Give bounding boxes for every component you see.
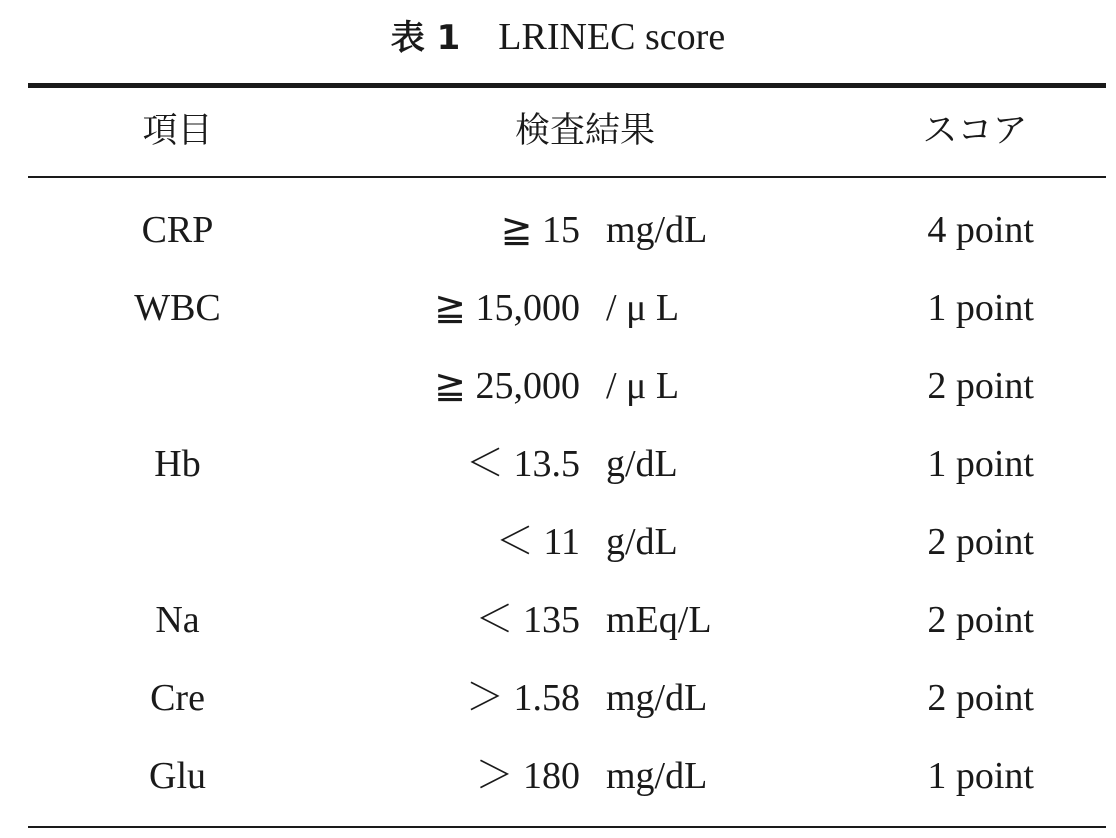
table-row xyxy=(0,439,1116,489)
row-value: ＞ 1.58 xyxy=(465,677,580,719)
table-header-rule xyxy=(28,176,1106,178)
table-bottom-rule xyxy=(28,826,1106,828)
row-item: Hb xyxy=(154,443,201,485)
row-unit: g/dL xyxy=(606,521,678,563)
header-item: 項目 xyxy=(142,111,213,151)
table-row xyxy=(0,673,1116,723)
row-score: 4 point xyxy=(927,209,1034,251)
row-unit: / μ L xyxy=(606,365,680,407)
header-score: スコア xyxy=(922,111,1028,151)
table-row xyxy=(0,517,1116,567)
row-value: ＜ 13.5 xyxy=(465,443,580,485)
row-value: ＜ 11 xyxy=(495,521,580,563)
row-item: Cre xyxy=(150,677,205,719)
row-unit: g/dL xyxy=(606,443,678,485)
row-unit: mEq/L xyxy=(606,599,712,641)
table-row xyxy=(0,361,1116,411)
table-row xyxy=(0,595,1116,645)
row-item: WBC xyxy=(134,287,221,329)
row-score: 2 point xyxy=(927,365,1034,407)
row-score: 2 point xyxy=(927,599,1034,641)
row-value: ≧ 25,000 xyxy=(434,365,580,407)
row-value: ≧ 15,000 xyxy=(434,287,580,329)
table-row xyxy=(0,205,1116,255)
row-unit: mg/dL xyxy=(606,755,708,797)
row-score: 2 point xyxy=(927,677,1034,719)
row-unit: mg/dL xyxy=(606,677,708,719)
row-value: ＜ 135 xyxy=(475,599,580,641)
row-score: 1 point xyxy=(927,443,1034,485)
row-item: CRP xyxy=(141,209,214,251)
table-caption xyxy=(0,12,1116,63)
header-result: 検査結果 xyxy=(514,111,655,151)
table-row xyxy=(0,751,1116,801)
table-row xyxy=(0,283,1116,333)
row-value: ＞ 180 xyxy=(475,755,580,797)
row-unit: / μ L xyxy=(606,287,680,329)
row-value: ≧ 15 xyxy=(500,209,580,251)
row-item: Glu xyxy=(149,755,206,797)
row-item: Na xyxy=(155,599,200,641)
table-caption-label: 表 1 xyxy=(390,18,461,58)
row-unit: mg/dL xyxy=(606,209,708,251)
row-score: 1 point xyxy=(927,755,1034,797)
row-score: 1 point xyxy=(927,287,1034,329)
table-top-rule xyxy=(28,83,1106,88)
table-caption-title: LRINEC score xyxy=(498,16,726,58)
row-score: 2 point xyxy=(927,521,1034,563)
